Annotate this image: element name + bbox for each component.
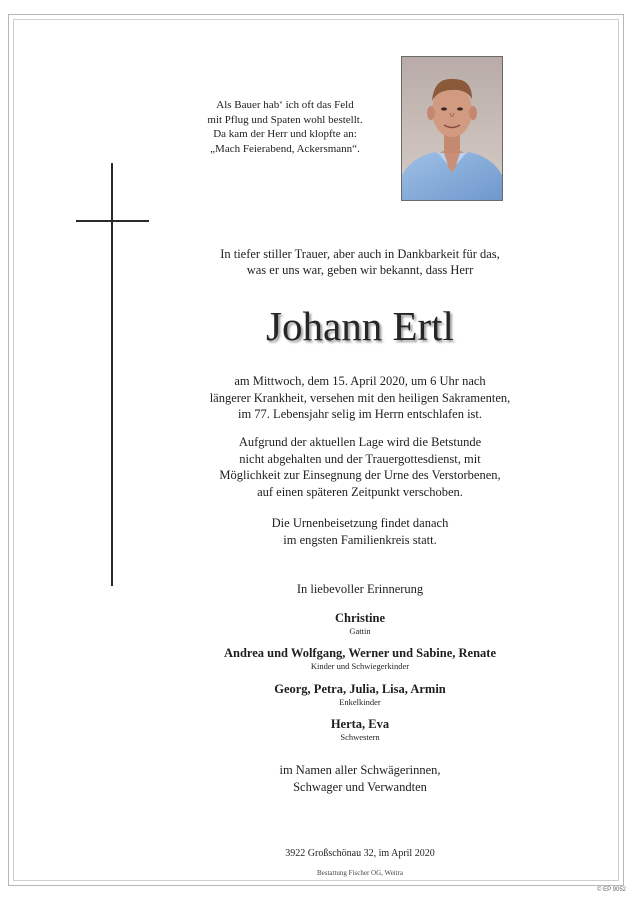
text-line: Schwager und Verwandten xyxy=(293,780,427,794)
mourner-role: Enkelkinder xyxy=(339,697,381,707)
cross-icon-horizontal xyxy=(76,220,149,222)
text-line: Möglichkeit zur Einsegnung der Urne des Verstorbenen, xyxy=(219,468,501,482)
text-line: im engsten Familienkreis statt. xyxy=(283,532,437,547)
text-line: im 77. Lebensjahr selig im Herrn entschlafen ist. xyxy=(237,407,483,421)
intro-line: was er uns war, geben wir bekannt, dass Herr xyxy=(246,263,474,277)
deceased-name: Johann Ertl xyxy=(266,303,454,349)
burial-notice xyxy=(165,515,555,548)
mourner-names: Georg, Petra, Julia, Lisa, Armin xyxy=(274,682,446,696)
undertaker-credit: Bestattung Fischer OG, Weitra xyxy=(316,869,403,877)
text-line: längerer Krankheit, versehen mit den heiligen Sakramenten, xyxy=(209,390,511,405)
print-code: © EP 9052 xyxy=(597,887,626,893)
text-line: im Namen aller Schwägerinnen, xyxy=(279,763,441,777)
mourner-role: Schwestern xyxy=(340,732,380,742)
portrait-photo xyxy=(401,56,503,201)
closing-text xyxy=(165,762,555,796)
text-line: Aufgrund der aktuellen Lage wird die Betstunde xyxy=(238,435,482,449)
text-line: Die Urnenbeisetzung findet danach xyxy=(271,516,449,530)
poem-line: Da kam der Herr und klopfte an: xyxy=(213,128,357,140)
text-line: am Mittwoch, dem 15. April 2020, um 6 Uhr nach xyxy=(234,374,486,388)
text-line: nicht abgehalten und der Trauergottesdienst, mit xyxy=(239,451,481,466)
mourner-names: Andrea und Wolfgang, Werner und Sabine, Renate xyxy=(223,646,497,660)
mourner-names: Herta, Eva xyxy=(330,717,390,731)
place-date: 3922 Großschönau 32, im April 2020 xyxy=(285,848,435,859)
mourner-group xyxy=(165,611,555,637)
poem-line: Als Bauer hab‘ ich oft das Feld xyxy=(216,99,354,111)
poem xyxy=(180,98,390,156)
mourner-group xyxy=(165,717,555,743)
mourner-group xyxy=(165,646,555,672)
service-notice xyxy=(165,434,555,500)
mourner-role: Gattin xyxy=(349,626,371,636)
intro-line: In tiefer stiller Trauer, aber auch in Dankbarkeit für das, xyxy=(220,247,500,261)
poem-line: mit Pflug und Spaten wohl bestellt. xyxy=(207,113,363,126)
text-line: auf einen späteren Zeitpunkt verschoben. xyxy=(257,484,463,499)
mourner-group xyxy=(165,682,555,708)
intro-text xyxy=(165,246,555,278)
portrait-image xyxy=(402,57,502,200)
memory-heading: In liebevoller Erinnerung xyxy=(296,582,424,596)
poem-line: „Mach Feierabend, Ackersmann“. xyxy=(210,142,360,155)
mourner-role: Kinder und Schwiegerkinder xyxy=(310,661,410,671)
death-announcement xyxy=(165,373,555,423)
mourner-names: Christine xyxy=(335,611,385,625)
cross-icon-vertical xyxy=(111,163,113,586)
